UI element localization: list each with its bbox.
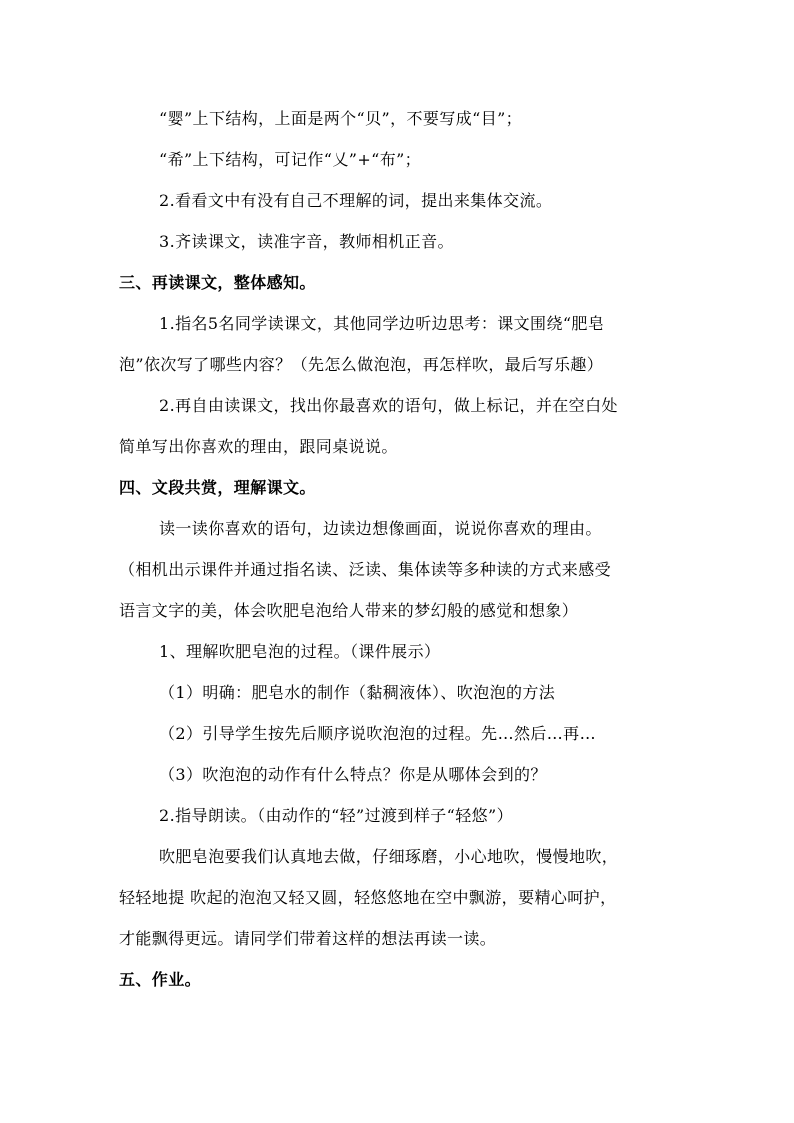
paragraph-line: 1.指名5名同学读课文，其他同学边听边思考：课文围绕“肥皂 [159,314,605,333]
paragraph-line: 读一读你喜欢的语句，边读边想像画面，说说你喜欢的理由。 [159,519,602,538]
section-heading: 五、作业。 [119,970,202,989]
paragraph-line: （3）吹泡泡的动作有什么特点？你是从哪体会到的？ [159,765,547,784]
paragraph-line: 简单写出你喜欢的理由，跟同桌说说。 [119,437,398,456]
paragraph-line: （相机出示课件并通过指名读、泛读、集体读等多种读的方式来感受 [119,560,612,579]
paragraph-line: 泡”依次写了哪些内容？（先怎么做泡泡，再怎样吹，最后写乐趣） [119,355,604,374]
paragraph-line: 2.指导朗读。（由动作的“轻”过渡到样子“轻悠”） [159,806,513,825]
section-heading: 三、再读课文，整体感知。 [119,273,316,292]
paragraph-line: 吹肥皂泡要我们认真地去做，仔细琢磨，小心地吹，慢慢地吹， [159,847,619,866]
paragraph-line: “婴”上下结构，上面是两个“贝”，不要写成“目”； [159,109,523,128]
paragraph-line: 2.看看文中有没有自己不理解的词，提出来集体交流。 [159,191,553,210]
paragraph-line: 才能飘得更远。请同学们带着这样的想法再读一读。 [119,929,497,948]
paragraph-line: 2.再自由读课文，找出你最喜欢的语句，做上标记，并在空白处 [159,396,618,415]
paragraph-line: 1、理解吹肥皂泡的过程。（课件展示） [159,642,441,661]
paragraph-line: 语言文字的美，体会吹肥皂泡给人带来的梦幻般的感觉和想象） [119,601,579,620]
paragraph-line: “希”上下结构，可记作“乂”+“布”； [159,150,422,169]
paragraph-line: 轻轻地提 吹起的泡泡又轻又圆，轻悠悠地在空中飘游，要精心呵护， [119,888,617,907]
section-heading: 四、文段共赏，理解课文。 [119,478,316,497]
paragraph-line: （2）引导学生按先后顺序说吹泡泡的过程。先…然后…再… [159,724,596,743]
paragraph-line: 3.齐读课文，读准字音，教师相机正音。 [159,232,454,251]
paragraph-line: （1）明确：肥皂水的制作（黏稠液体）、吹泡泡的方法 [159,683,556,702]
